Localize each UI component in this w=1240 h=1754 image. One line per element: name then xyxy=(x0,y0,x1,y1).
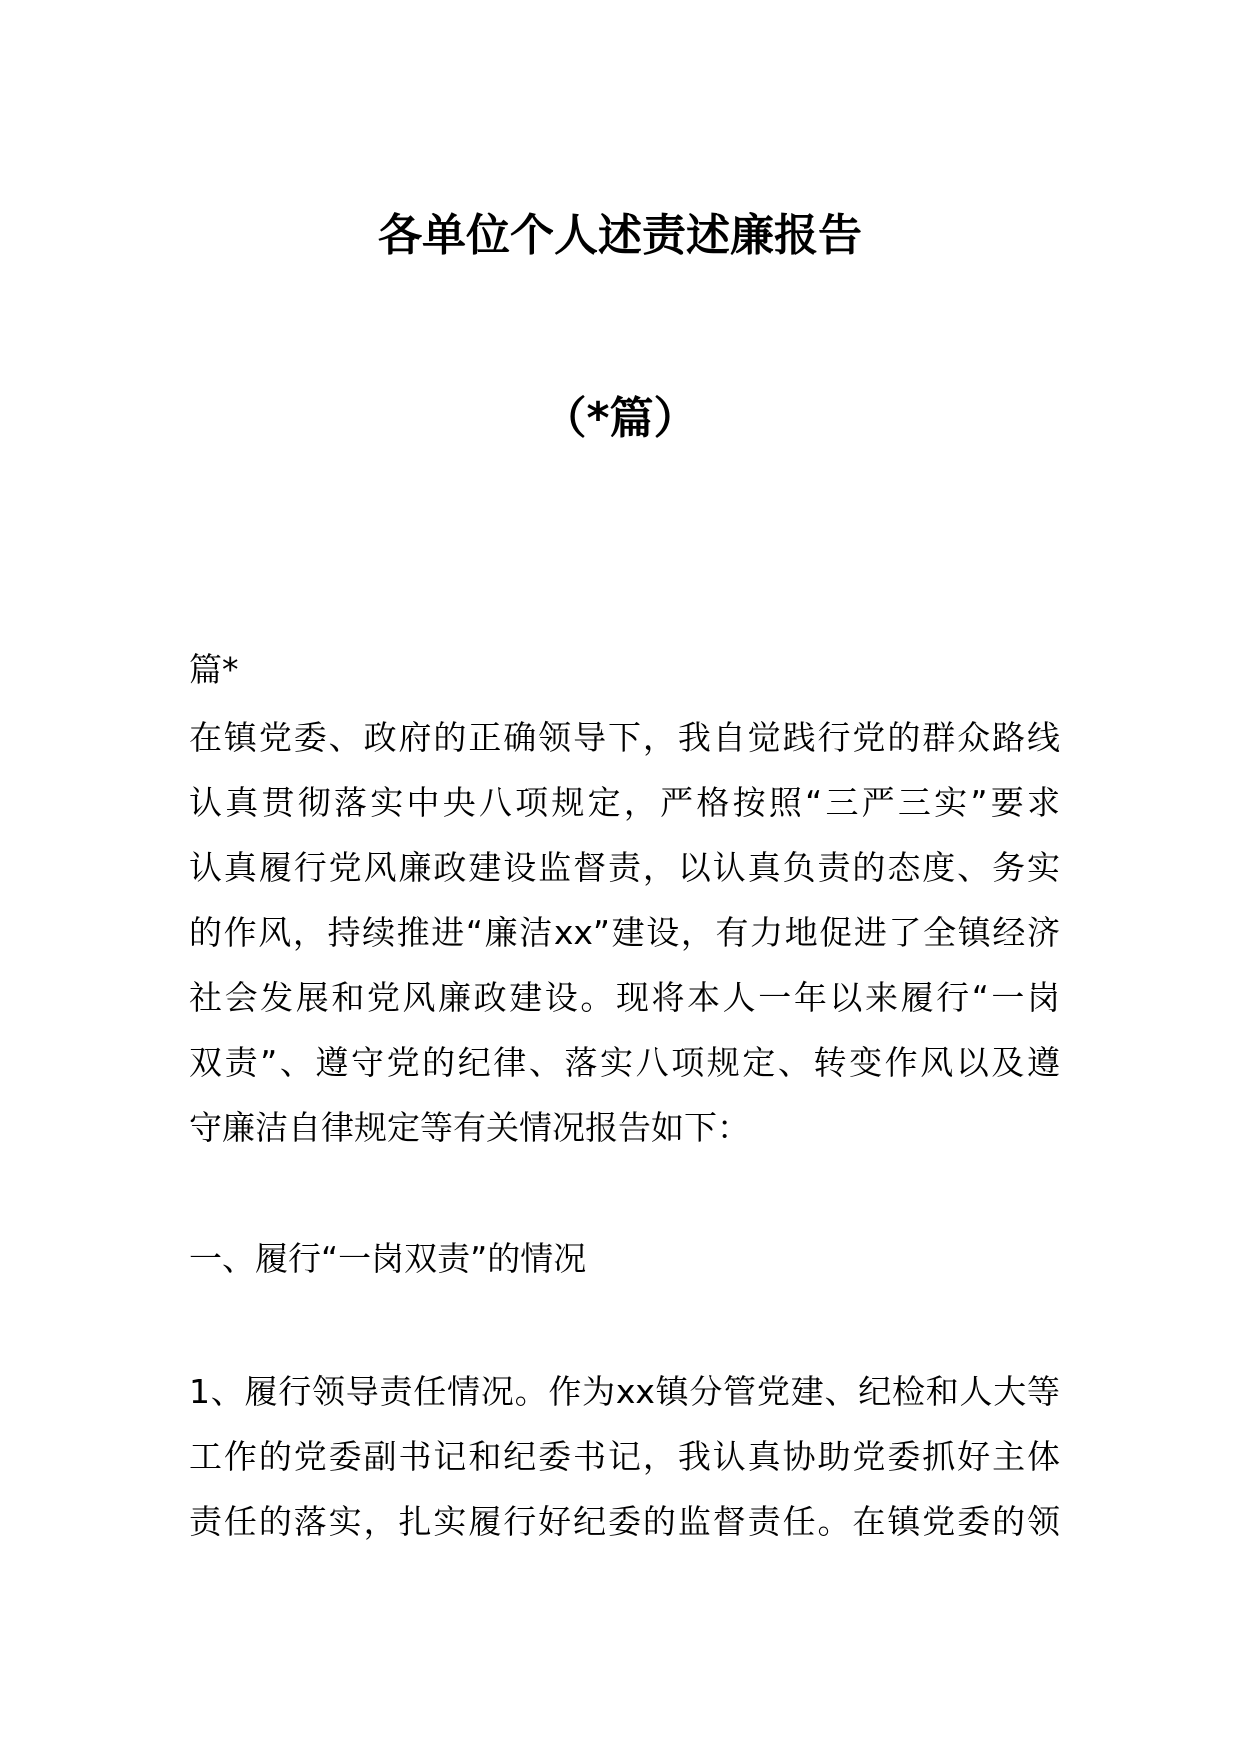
document-title: 各单位个人述责述廉报告 xyxy=(378,210,862,261)
document-subtitle: （*篇） xyxy=(542,393,698,444)
paragraph-line: 认真履行党风廉政建设监督责，以认真负责的态度、务实 xyxy=(189,848,1060,887)
paragraph-line: 工作的党委副书记和纪委书记，我认真协助党委抓好主体 xyxy=(189,1437,1060,1476)
section-heading: 一、履行“一岗双责”的情况 xyxy=(189,1239,587,1278)
paragraph-line: 在镇党委、政府的正确领导下，我自觉践行党的群众路线 xyxy=(189,718,1060,757)
section-marker: 篇* xyxy=(189,650,239,689)
paragraph-line: 认真贯彻落实中央八项规定，严格按照“三严三实”要求 xyxy=(189,783,1060,822)
paragraph-line: 守廉洁自律规定等有关情况报告如下： xyxy=(189,1108,750,1147)
paragraph-line: 社会发展和党风廉政建设。现将本人一年以来履行“一岗 xyxy=(189,978,1060,1017)
paragraph-line: 责任的落实，扎实履行好纪委的监督责任。在镇党委的领 xyxy=(189,1502,1060,1541)
paragraph-line: 的作风，持续推进“廉洁xx”建设，有力地促进了全镇经济 xyxy=(189,913,1060,952)
paragraph-line: 1、履行领导责任情况。作为xx镇分管党建、纪检和人大等 xyxy=(189,1372,1060,1411)
paragraph-line: 双责”、遵守党的纪律、落实八项规定、转变作风以及遵 xyxy=(189,1043,1060,1082)
